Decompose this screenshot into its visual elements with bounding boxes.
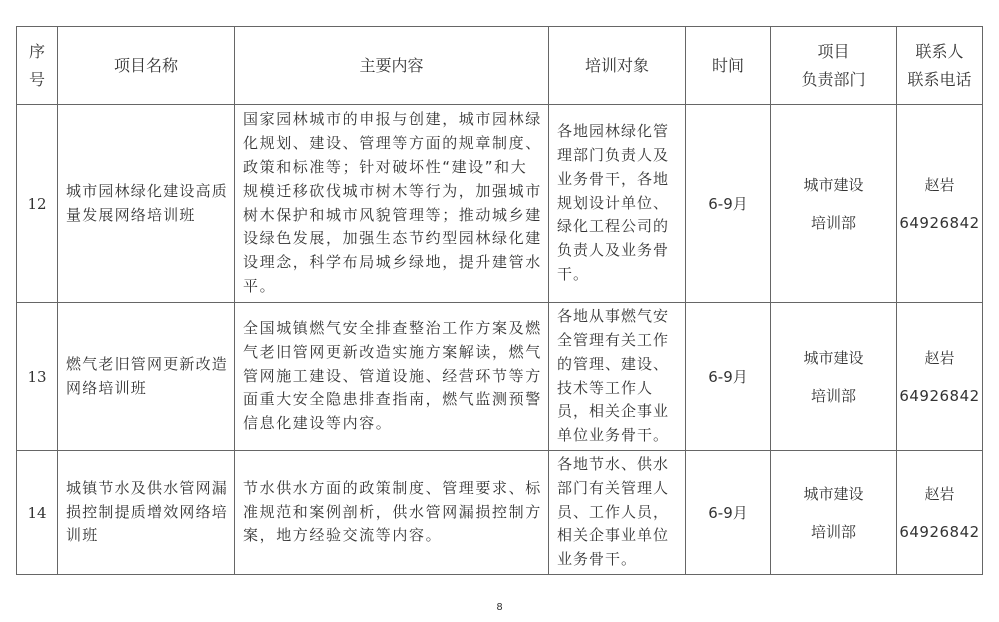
header-seq: 序 号 <box>17 27 58 105</box>
row-time: 6-9月 <box>686 303 771 451</box>
contact-name: 赵岩 <box>924 484 955 503</box>
row-target: 各地节水、供水部门有关管理人员、工作人员，相关企事业单位业务骨干。 <box>549 451 686 575</box>
header-target: 培训对象 <box>549 27 686 105</box>
contact-name: 赵岩 <box>924 348 955 367</box>
row-dept: 城市建设 培训部 <box>771 105 897 303</box>
row-seq: 12 <box>17 105 58 303</box>
contact-phone: 64926842 <box>899 386 980 405</box>
contact-name: 赵岩 <box>924 175 955 194</box>
row-name: 城市园林绿化建设高质量发展网络培训班 <box>58 105 235 303</box>
row-time: 6-9月 <box>686 105 771 303</box>
page-number: 8 <box>496 602 503 613</box>
header-time: 时间 <box>686 27 771 105</box>
table-row <box>17 303 983 451</box>
row-seq: 14 <box>17 451 58 575</box>
contact-phone: 64926842 <box>899 522 980 541</box>
row-contact <box>897 303 983 451</box>
row-contact <box>897 105 983 303</box>
row-time: 6-9月 <box>686 451 771 575</box>
row-name: 燃气老旧管网更新改造网络培训班 <box>58 303 235 451</box>
contact-phone: 64926842 <box>899 213 980 232</box>
row-content: 国家园林城市的申报与创建，城市园林绿化规划、建设、管理等方面的规章制度、政策和标准等；针对破坏性“建设”和大规模迁移砍伐城市树木等行为，加强城市树木保护和城市风貌管理等；推动城乡建设绿色发展，加强生态节约型园林绿化建设理念，科学布局城乡绿地，提升建管水平。 <box>235 105 549 303</box>
header-dept: 项目 负责部门 <box>771 27 897 105</box>
row-seq: 13 <box>17 303 58 451</box>
row-content: 节水供水方面的政策制度、管理要求、标准规范和案例剖析，供水管网漏损控制方案，地方经验交流等内容。 <box>235 451 549 575</box>
header-row <box>17 27 983 105</box>
header-content: 主要内容 <box>235 27 549 105</box>
header-contact: 联系人 联系电话 <box>897 27 983 105</box>
row-dept: 城市建设 培训部 <box>771 303 897 451</box>
row-name: 城镇节水及供水管网漏损控制提质增效网络培训班 <box>58 451 235 575</box>
row-target: 各地从事燃气安全管理有关工作的管理、建设、技术等工作人员，相关企事业单位业务骨干。 <box>549 303 686 451</box>
training-table <box>16 26 983 575</box>
row-dept: 城市建设 培训部 <box>771 451 897 575</box>
table-row <box>17 451 983 575</box>
row-target: 各地园林绿化管理部门负责人及业务骨干，各地规划设计单位、绿化工程公司的负责人及业务骨干。 <box>549 105 686 303</box>
header-name: 项目名称 <box>58 27 235 105</box>
row-content: 全国城镇燃气安全排查整治工作方案及燃气老旧管网更新改造实施方案解读，燃气管网施工建设、管道设施、经营环节等方面重大安全隐患排查指南，燃气监测预警信息化建设等内容。 <box>235 303 549 451</box>
row-contact <box>897 451 983 575</box>
table-row <box>17 105 983 303</box>
